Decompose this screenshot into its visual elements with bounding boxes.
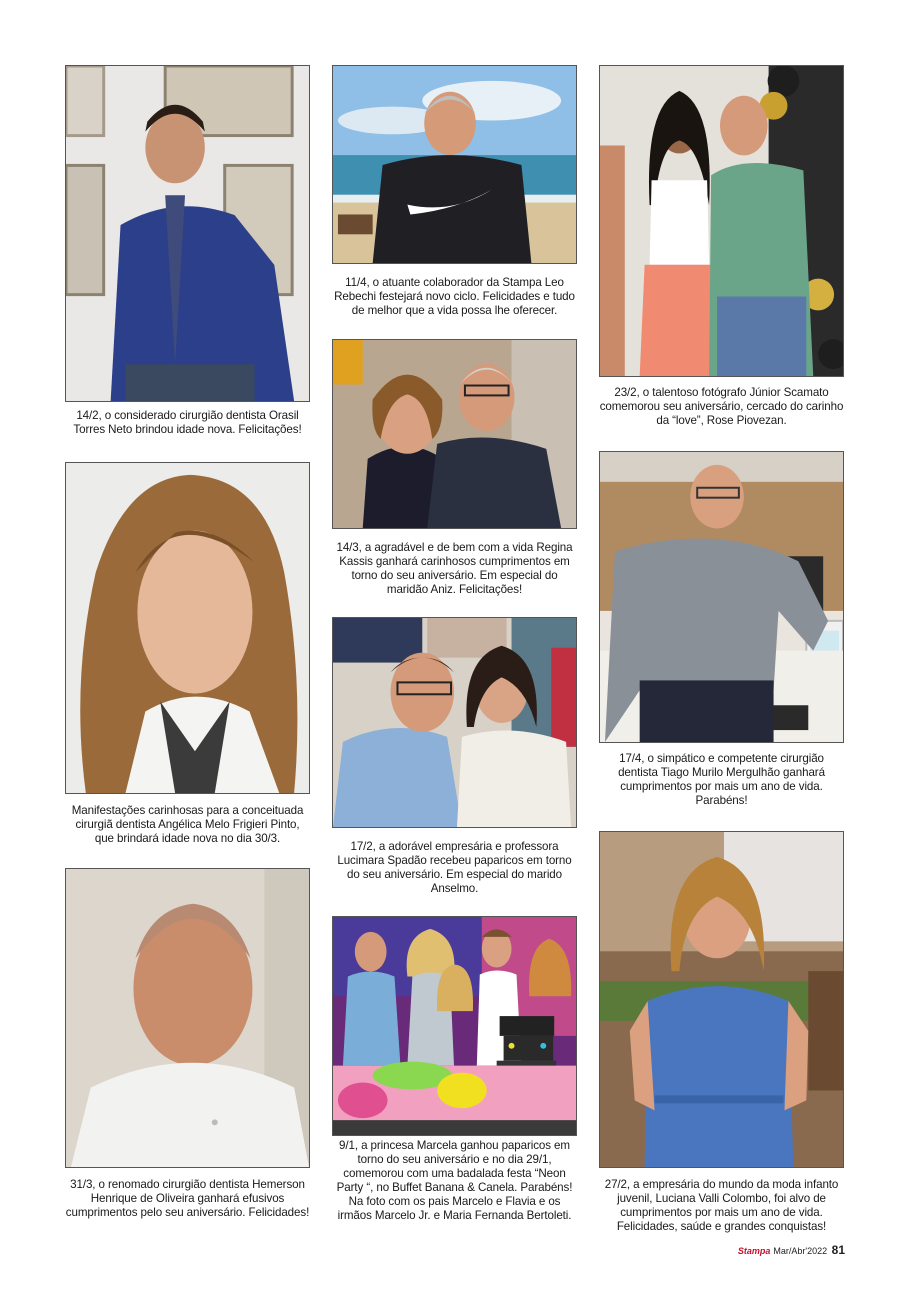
caption-luciana-valli-colombo: 27/2, a empresária do mundo da moda infanto juvenil, Luciana Valli Colombo, foi alvo de cumprimentos por mais um ano de vida. Felicidades, saúde e grandes conquistas!	[604, 1178, 839, 1233]
caption-hemerson-henrique-de-oliveira: 31/3, o renomado cirurgião dentista Hemerson Henrique de Oliveira ganhará efusivos cumprimentos pelo seu aniversário. Felicidades!	[65, 1178, 310, 1219]
caption-orasil-torres-neto: 14/2, o considerado cirurgião dentista Orasil Torres Neto brindou idade nova. Felicitações!	[73, 409, 302, 436]
caption-lucimara-spadao: 17/2, a adorável empresária e professora Lucimara Spadão recebeu paparicos em torno do seu aniversário. Em especial do marido Anselmo.	[337, 840, 572, 895]
page-number: 81	[831, 1243, 845, 1257]
photo-angelica-melo-frigieri-pinto	[65, 462, 310, 794]
caption-marcela-bertoleti-family: 9/1, a princesa Marcela ganhou paparicos em torno do seu aniversário e no dia 29/1, comemorou com uma badalada festa “Neon Party “, no Buffet Banana & Canela. Parabéns! Na foto com os pais Marcelo e Flavia e os irmãos Marcelo Jr. e Maria Fernanda Bertoleti.	[336, 1139, 573, 1222]
caption-leo-rebechi: 11/4, o atuante colaborador da Stampa Leo Rebechi festejará novo ciclo. Felicidades e tudo de melhor que a vida possa lhe oferecer.	[334, 276, 575, 317]
photo-hemerson-henrique-de-oliveira	[65, 868, 310, 1168]
photo-tiago-murilo-mergulhao	[599, 451, 844, 743]
page-footer	[738, 1243, 845, 1257]
photo-junior-scamato-rose-piovezan	[599, 65, 844, 377]
caption-angelica-melo-frigieri-pinto: Manifestações carinhosas para a conceituada cirurgiã dentista Angélica Melo Frigieri Pinto, que brindará idade nova no dia 30/3.	[71, 804, 304, 845]
photo-marcela-bertoleti-family	[332, 916, 577, 1136]
caption-regina-kassis: 14/3, a agradável e de bem com a vida Regina Kassis ganhará carinhosos cumprimentos em torno do seu aniversário. Em especial do maridão Aniz. Felicitações!	[336, 541, 573, 596]
photo-lucimara-spadao	[332, 617, 577, 828]
photo-luciana-valli-colombo	[599, 831, 844, 1168]
photo-orasil-torres-neto	[65, 65, 310, 402]
caption-tiago-murilo-mergulhao: 17/4, o simpático e competente cirurgião dentista Tiago Murilo Mergulhão ganhará cumprimentos por mais um ano de vida. Parabéns!	[618, 752, 825, 807]
issue-date: Mar/Abr'2022	[773, 1246, 828, 1256]
photo-regina-kassis	[332, 339, 577, 529]
caption-junior-scamato-rose-piovezan: 23/2, o talentoso fotógrafo Júnior Scamato comemorou seu aniversário, cercado do carinho da “love”, Rose Piovezan.	[599, 386, 844, 427]
magazine-brand: Stampa	[737, 1246, 771, 1256]
photo-leo-rebechi	[332, 65, 577, 264]
